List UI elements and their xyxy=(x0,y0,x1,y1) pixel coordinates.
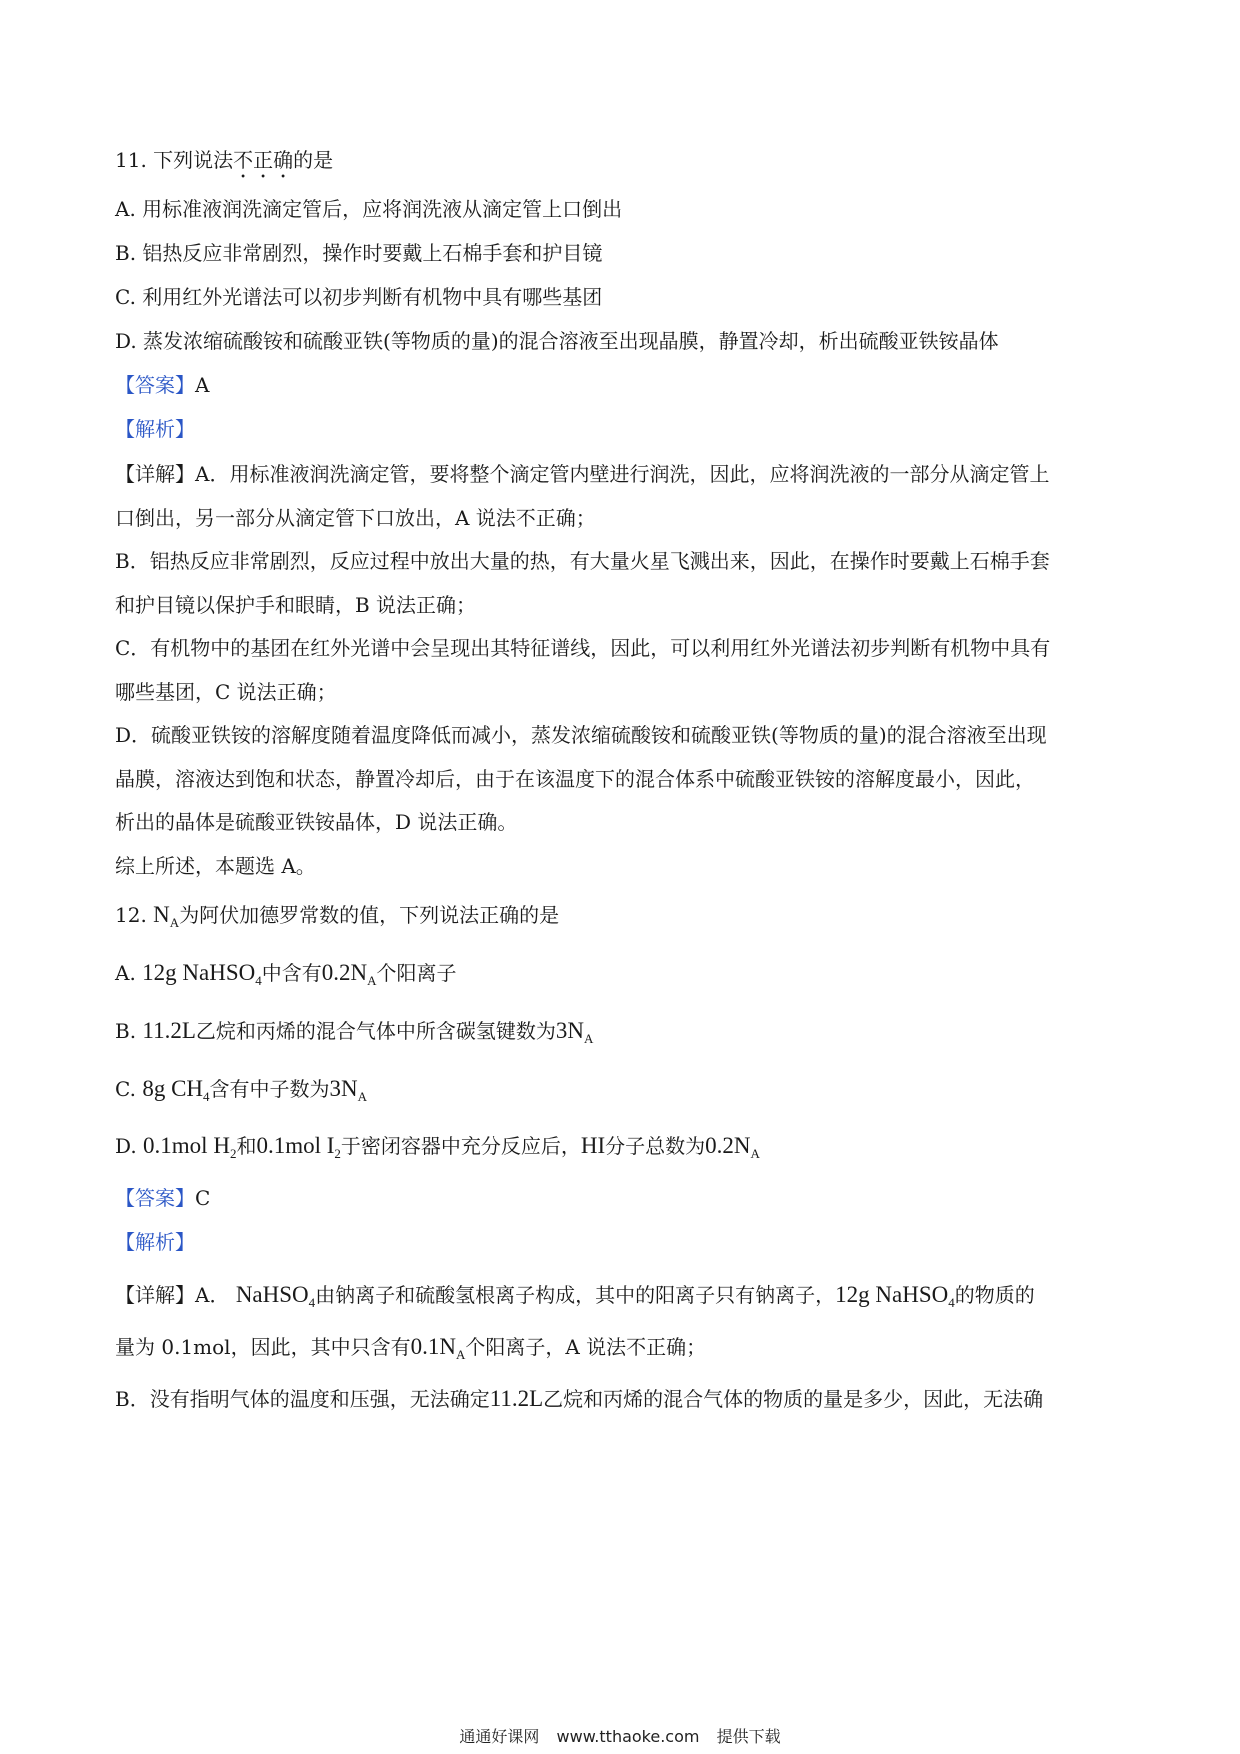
q11-detail-line: 口倒出，另一部分从滴定管下口放出，A 说法不正确； xyxy=(115,506,596,530)
detail-text: A．用标准液润洗滴定管，要将整个滴定管内壁进行润洗，因此，应将润洗液的一部分从滴定管上 xyxy=(195,462,1050,486)
answer-label: 【答案】 xyxy=(115,373,195,397)
q11-detail-line: 析出的晶体是硫酸亚铁铵晶体，D 说法正确。 xyxy=(115,810,518,834)
formula xyxy=(143,1133,237,1161)
formula xyxy=(235,1282,316,1310)
q11-detail-line: 和护目镜以保护手和眼睛，B 说法正确； xyxy=(115,593,477,617)
footer-link[interactable]: www.tthaoke.com xyxy=(556,1727,700,1746)
q12-option-a xyxy=(115,958,1130,988)
analysis-label: 【解析】 xyxy=(115,417,195,441)
formula-sub: 4 xyxy=(948,1295,955,1310)
answer-value: A xyxy=(195,373,210,397)
q11-answer xyxy=(115,370,1130,400)
formula xyxy=(555,1018,594,1046)
q12-detail-line xyxy=(115,1280,1130,1310)
formula-text: 8g CH xyxy=(142,1076,204,1101)
formula-text: 0.2N xyxy=(321,960,368,985)
q11-detail-line: B．铝热反应非常剧烈，反应过程中放出大量的热，有大量火星飞溅出来，因此，在操作时要戴上石棉手套 xyxy=(115,549,1050,573)
formula-text: 3N xyxy=(329,1076,358,1101)
formula xyxy=(321,960,377,988)
formula-sub: 2 xyxy=(334,1146,341,1161)
formula-sub: A xyxy=(455,1347,466,1362)
formula-sub: 4 xyxy=(255,973,262,988)
q11-detail-line: 晶膜，溶液达到饱和状态，静置冷却后，由于在该温度下的混合体系中硫酸亚铁铵的溶解度最小，因此， xyxy=(115,767,1035,791)
formula-text: 0.2N xyxy=(705,1133,751,1158)
q11-stem-post: 的是 xyxy=(293,148,334,172)
formula: 11.2L xyxy=(142,1018,196,1043)
q11-stem-pre: 11. 下列说法 xyxy=(115,148,234,172)
formula-sub: A xyxy=(357,1089,368,1104)
formula-text: 0.1N xyxy=(410,1334,456,1359)
q12-option-b xyxy=(115,1016,1130,1046)
option-text: 中含有 xyxy=(261,961,322,985)
q12-answer xyxy=(115,1183,1130,1213)
formula-text: 0.1mol I xyxy=(256,1133,335,1158)
q12-number: 12. xyxy=(115,903,147,927)
q12-analysis-label xyxy=(115,1227,1130,1257)
q11-option-c: C. 利用红外光谱法可以初步判断有机物中具有哪些基团 xyxy=(115,285,603,309)
formula xyxy=(410,1334,466,1362)
option-text: 个阳离子 xyxy=(376,961,457,985)
formula-sub: A xyxy=(750,1146,760,1161)
q12-detail-line xyxy=(115,1384,1130,1414)
detail-text: 乙烷和丙烯的混合气体的物质的量是多少，因此，无法确 xyxy=(543,1387,1044,1411)
detail-text: 的物质的 xyxy=(954,1283,1035,1307)
option-label: A. xyxy=(115,961,136,985)
analysis-label: 【解析】 xyxy=(115,1230,195,1254)
option-text: 于密闭容器中充分反应后， xyxy=(340,1134,581,1158)
na-symbol xyxy=(153,902,180,930)
q12-option-c xyxy=(115,1074,1130,1104)
q12-stem-text: 为阿伏加德罗常数的值，下列说法正确的是 xyxy=(179,903,560,927)
q11-analysis-label xyxy=(115,414,1130,444)
formula xyxy=(142,1076,210,1104)
formula: HI xyxy=(580,1133,606,1158)
q12-stem xyxy=(115,900,1130,930)
formula-sub: A xyxy=(367,973,377,988)
q11-stem xyxy=(115,145,1130,183)
detail-text: 量为 0.1mol，因此，其中只含有 xyxy=(115,1335,411,1359)
q11-option-d: D. 蒸发浓缩硫酸铵和硫酸亚铁(等物质的量)的混合溶液至出现晶膜，静置冷却，析出硫酸亚铁铵晶体 xyxy=(115,329,999,353)
formula: 11.2L xyxy=(489,1386,544,1411)
formula-text: 12g NaHSO xyxy=(835,1282,949,1307)
detail-text: 个阳离子，A 说法不正确； xyxy=(465,1335,707,1359)
footer-site: 通通好课网 xyxy=(459,1727,540,1746)
detail-label: 【详解】 xyxy=(115,1283,195,1307)
formula xyxy=(705,1133,760,1161)
detail-text: B．没有指明气体的温度和压强，无法确定 xyxy=(115,1387,490,1411)
option-text: 分子总数为 xyxy=(605,1134,706,1158)
detail-text: A． xyxy=(195,1283,230,1307)
formula-sub: 4 xyxy=(203,1089,210,1104)
q11-detail-line: 哪些基团，C 说法正确； xyxy=(115,680,337,704)
formula-sub: A xyxy=(584,1031,594,1046)
na-n: N xyxy=(153,902,170,927)
formula-sub: 2 xyxy=(229,1146,237,1161)
detail-text: 由钠离子和硫酸氢根离子构成，其中的阳离子只有钠离子， xyxy=(315,1283,836,1307)
option-label: B. xyxy=(115,1019,137,1043)
page-footer xyxy=(0,1724,1240,1747)
q11-detail-line: C．有机物中的基团在红外光谱中会呈现出其特征谱线，因此，可以利用红外光谱法初步判断有机物中具有 xyxy=(115,636,1051,660)
formula xyxy=(835,1282,955,1310)
formula-text: 0.1mol H xyxy=(143,1133,230,1158)
formula xyxy=(142,960,262,988)
option-text: 含有中子数为 xyxy=(209,1077,330,1101)
formula xyxy=(329,1076,368,1104)
option-label: C. xyxy=(115,1077,136,1101)
formula-text: NaHSO xyxy=(235,1282,309,1307)
na-a: A xyxy=(169,915,180,930)
q11-option-b: B. 铝热反应非常剧烈，操作时要戴上石棉手套和护目镜 xyxy=(115,241,603,265)
formula-text: 3N xyxy=(555,1018,584,1043)
q11-option-a: A. 用标准液润洗滴定管后，应将润洗液从滴定管上口倒出 xyxy=(115,197,623,221)
detail-label: 【详解】 xyxy=(115,462,195,486)
q11-detail-line: D．硫酸亚铁铵的溶解度随着温度降低而减小，蒸发浓缩硫酸铵和硫酸亚铁(等物质的量)的混合溶液至出现 xyxy=(115,723,1047,747)
q11-stem-emphasis: 不正确 xyxy=(233,148,294,172)
formula-text: 12g NaHSO xyxy=(142,960,256,985)
q11-detail-line xyxy=(115,459,1130,489)
answer-value: C xyxy=(195,1186,211,1210)
answer-label: 【答案】 xyxy=(115,1186,195,1210)
q11-summary: 综上所述，本题选 A。 xyxy=(115,854,316,878)
q12-detail-line xyxy=(115,1332,1130,1362)
option-text: 乙烷和丙烯的混合气体中所含碳氢键数为 xyxy=(195,1019,556,1043)
formula-sub: 4 xyxy=(308,1295,316,1310)
option-label: D. xyxy=(115,1134,137,1158)
formula xyxy=(256,1133,341,1161)
q12-option-d xyxy=(115,1131,1130,1161)
option-text: 和 xyxy=(236,1134,257,1158)
footer-text: 提供下载 xyxy=(716,1727,781,1746)
